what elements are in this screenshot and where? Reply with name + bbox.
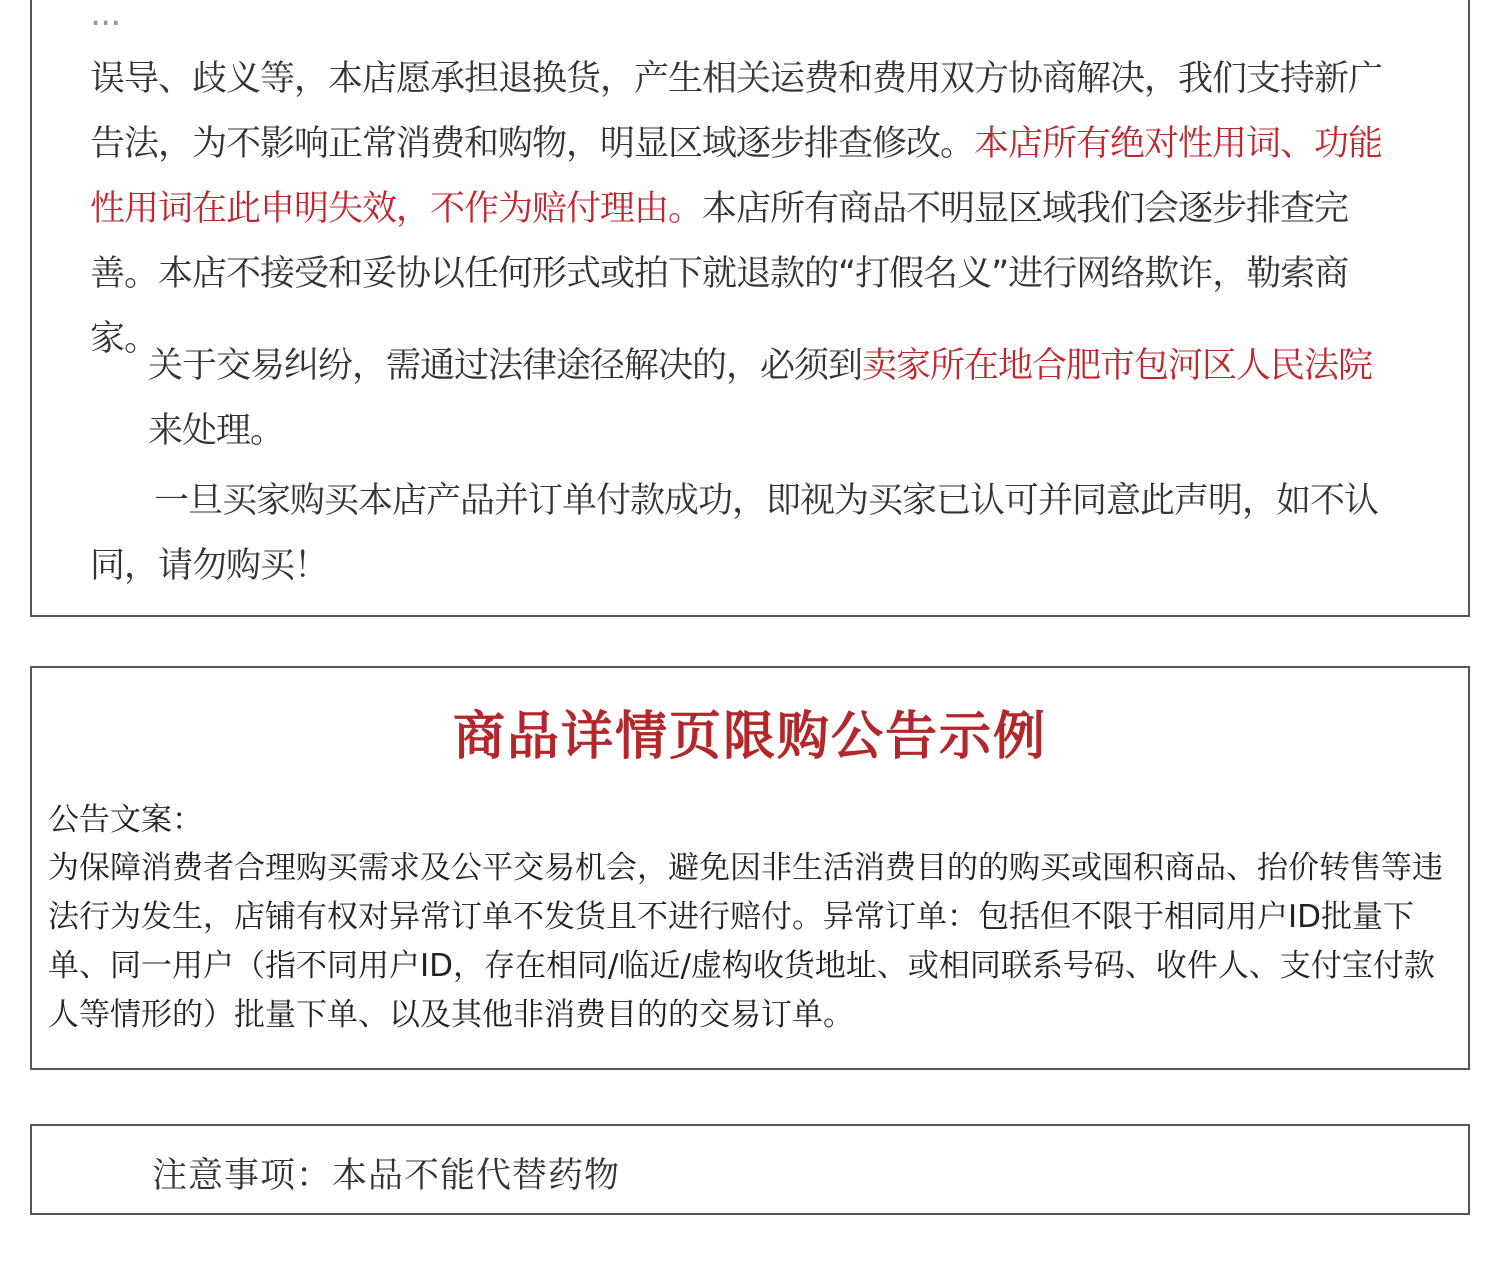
announcement-label: 公告文案： — [48, 802, 203, 838]
disclaimer-highlight: 本店所有绝对性用词、功能性用词在此申明失效，不作为赔付理由。 — [90, 124, 1383, 229]
purchase-consent-text: 一旦买家购买本店产品并订单付款成功，即视为买家已认可并同意此声明，如不认同，请勿购买！ — [90, 481, 1379, 586]
announcement-box — [30, 666, 1470, 1070]
announcement-body: 为保障消费者合理购买需求及公平交易机会，避免因非生活消费目的的购买或囤积商品、抬价转售等违法行为发生，店铺有权对异常订单不发货且不进行赔付。异常订单：包括但不限于相同用户ID批量下单、同一用户（指不同用户ID，存在相同/临近/虚构收货地址、或相同联系号码、收件人、支付宝付款人等情形的）批量下单、以及其他非消费目的的交易订单。 — [48, 850, 1443, 1033]
notice-text: 注意事项：本品不能代替药物 — [152, 1156, 621, 1196]
announcement-title: 商品详情页限购公告示例 — [452, 707, 1047, 767]
dispute-text-a: 关于交易纠纷，需通过法律途径解决的，必须到 — [148, 346, 863, 386]
disclaimer-text-b: 本店所有商品不明显区域我们会逐步排查完善。本店不接受和妥协以任何形式或拍下就退款的“打假名义”进行网络欺诈，勒索商家。 — [90, 189, 1349, 359]
disclaimer-paragraph-2 — [90, 334, 1402, 464]
disclaimer-text-a: 误导、歧义等，本店愿承担退换货，产生相关运费和费用双方协商解决，我们支持新广告法，为不影响正常消费和购物，明显区域逐步排查修改。 — [90, 59, 1383, 164]
disclaimer-clipped-line: ... — [90, 0, 121, 34]
disclaimer-paragraph-3 — [90, 469, 1402, 599]
dispute-court-highlight: 卖家所在地合肥市包河区人民法院 — [862, 346, 1373, 386]
dispute-text-b: 来处理。 — [148, 411, 285, 451]
notice-box — [30, 1124, 1470, 1215]
disclaimer-paragraph-1 — [90, 0, 1402, 372]
disclaimer-box — [30, 0, 1470, 617]
